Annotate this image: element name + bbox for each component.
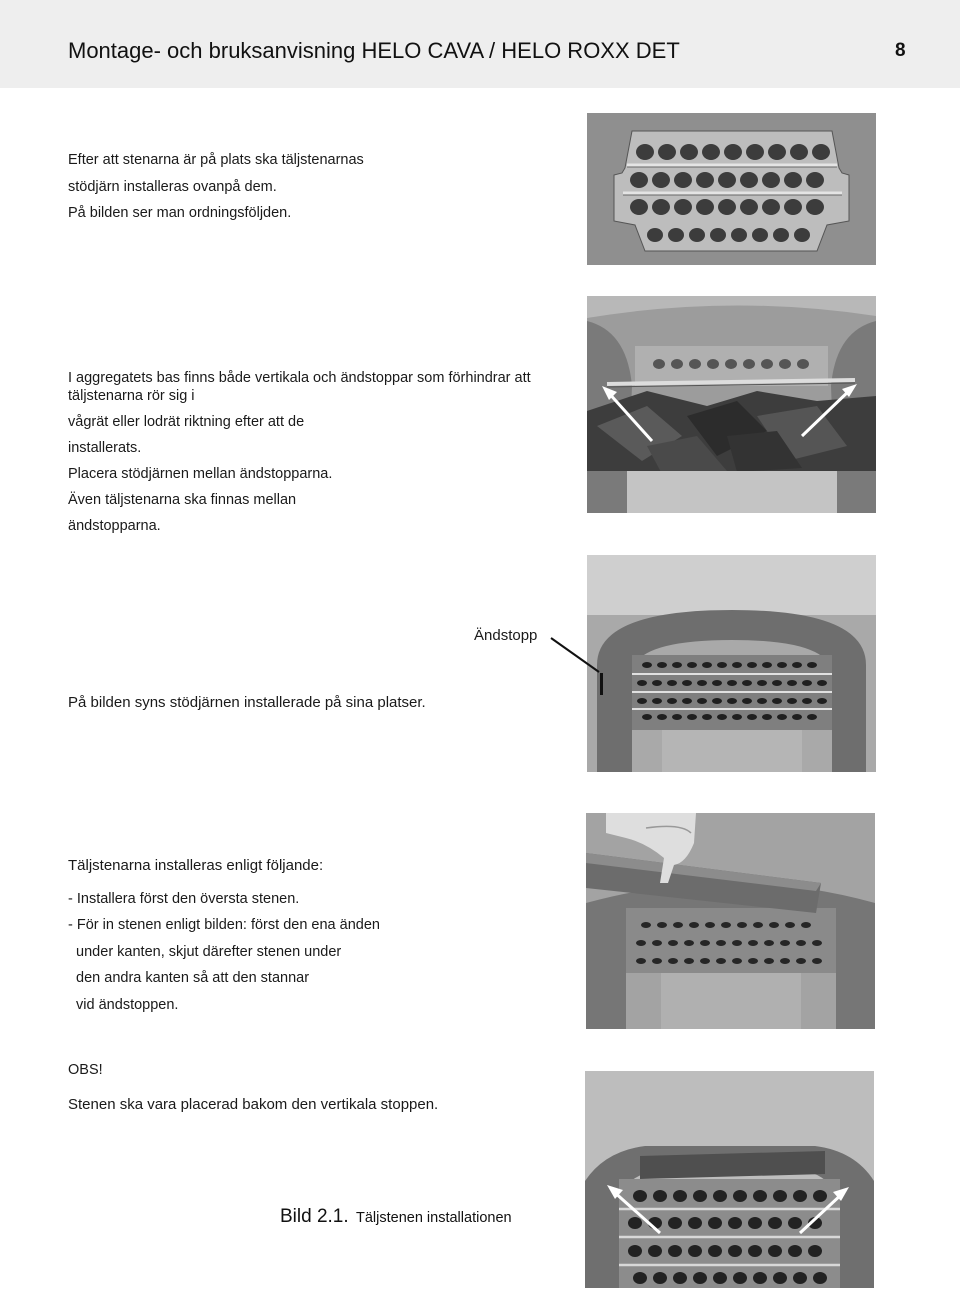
base-line-2: täljstenarna rör sig i — [68, 388, 195, 404]
intro-line-2: stödjärn installeras ovanpå dem. — [68, 179, 277, 195]
intro-line-3: På bilden ser man ordningsföljden. — [68, 205, 292, 221]
obs-label: OBS! — [68, 1062, 103, 1078]
page-number: 8 — [895, 40, 906, 61]
end-stop-callout: Ändstopp — [474, 627, 538, 644]
intro-line-1: Efter att stenarna är på plats ska täljstenarnas — [68, 152, 364, 168]
document-title: Montage- och bruksanvisning HELO CAVA / HELO ROXX DET — [68, 38, 680, 63]
install-step-2: - För in stenen enligt bilden: först den ena änden — [68, 917, 380, 933]
obs-text: Stenen ska vara placerad bakom den vertikala stoppen. — [68, 1096, 439, 1113]
base-line-3: vågrät eller lodrät riktning efter att de — [68, 414, 305, 430]
install-step-2-cont-3: vid ändstoppen. — [68, 997, 179, 1013]
install-step-1: - Installera först den översta stenen. — [68, 891, 300, 907]
install-steps-title: Täljstenarna installeras enligt följande: — [68, 857, 324, 874]
installed-supports-photo — [587, 555, 876, 772]
stone-placement-photo — [585, 1071, 874, 1288]
install-step-2-cont-2: den andra kanten så att den stannar — [68, 970, 310, 986]
support-grid-photo — [587, 113, 876, 265]
base-line-5: Placera stödjärnen mellan ändstopparna. — [68, 466, 333, 482]
page-header — [0, 0, 960, 88]
base-line-4: installerats. — [68, 440, 142, 456]
figure-label: Bild 2.1. — [280, 1206, 349, 1227]
inserting-stone-photo — [586, 813, 875, 1029]
base-line-7: ändstopparna. — [68, 518, 161, 534]
figure-caption: Täljstenen installationen — [356, 1210, 512, 1226]
install-step-2-cont-1: under kanten, skjut därefter stenen under — [68, 944, 342, 960]
base-line-1: I aggregatets bas finns både vertikala och ändstoppar som förhindrar att — [68, 370, 531, 386]
end-stops-photo — [587, 296, 876, 513]
installed-text: På bilden syns stödjärnen installerade på sina platser. — [68, 694, 426, 711]
callout-leader-line — [545, 634, 610, 679]
base-line-6: Även täljstenarna ska finnas mellan — [68, 492, 297, 508]
